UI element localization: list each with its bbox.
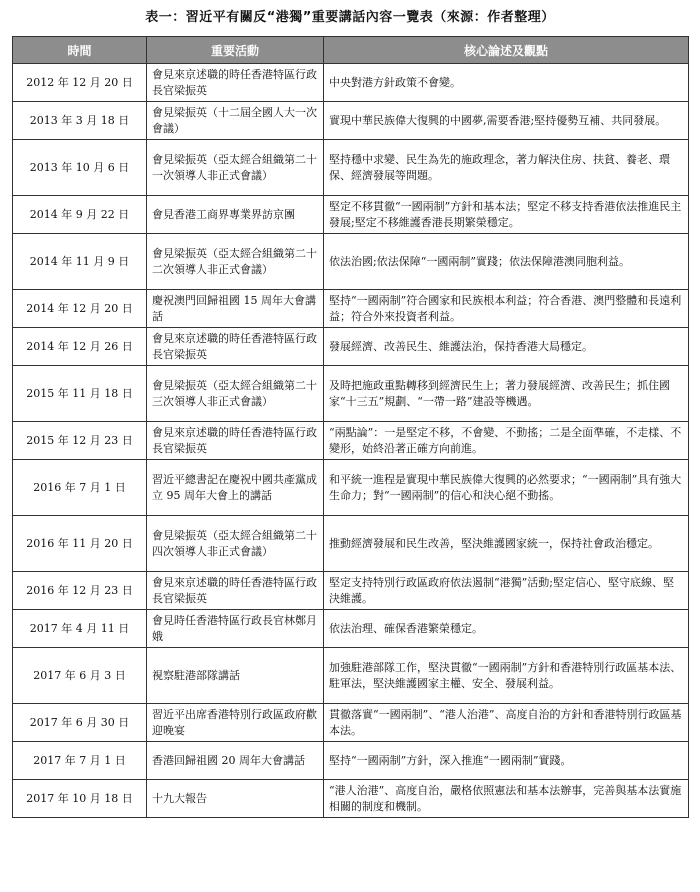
table-row <box>13 460 689 516</box>
row-event: 香港回歸祖國 20 周年大會講話 <box>147 742 324 780</box>
row-date: 2014 年 12 月 26 日 <box>13 328 147 366</box>
table-row <box>13 422 689 460</box>
row-event: 會見來京述職的時任香港特區行政長官梁振英 <box>147 64 324 102</box>
row-date: 2016 年 12 月 23 日 <box>13 572 147 610</box>
row-event: 慶祝澳門回歸祖國 15 周年大會講話 <box>147 290 324 328</box>
table-header-row <box>13 37 689 64</box>
row-date: 2014 年 11 月 9 日 <box>13 234 147 290</box>
table-row <box>13 234 689 290</box>
row-event: 十九大報告 <box>147 780 324 818</box>
table-row <box>13 780 689 818</box>
table-row <box>13 102 689 140</box>
row-date: 2013 年 10 月 6 日 <box>13 140 147 196</box>
row-date: 2012 年 12 月 20 日 <box>13 64 147 102</box>
row-event: 會見梁振英（亞太經合組織第二十三次領導人非正式會議） <box>147 366 324 422</box>
speech-summary-table <box>12 36 689 818</box>
row-point: “港人治港”、高度自治，嚴格依照憲法和基本法辦事，完善與基本法實施相關的制度和機制。 <box>324 780 689 818</box>
row-point: 堅定支持特別行政區政府依法遏制“港獨”活動;堅定信心、堅守底線、堅決維護。 <box>324 572 689 610</box>
row-event: 習近平出席香港特別行政區政府歡迎晚宴 <box>147 704 324 742</box>
table-row <box>13 516 689 572</box>
row-point: 依法治理、確保香港繁榮穩定。 <box>324 610 689 648</box>
table-row <box>13 196 689 234</box>
row-point: 發展經濟、改善民生、維護法治，保持香港大局穩定。 <box>324 328 689 366</box>
row-date: 2015 年 12 月 23 日 <box>13 422 147 460</box>
row-date: 2014 年 12 月 20 日 <box>13 290 147 328</box>
row-point: 及時把施政重點轉移到經濟民生上；著力發展經濟、改善民生；抓住國家“十三五”規劃、“一帶一路”建設等機遇。 <box>324 366 689 422</box>
row-date: 2016 年 11 月 20 日 <box>13 516 147 572</box>
row-date: 2014 年 9 月 22 日 <box>13 196 147 234</box>
header-point: 核心論述及觀點 <box>324 37 689 64</box>
table-row <box>13 140 689 196</box>
table-row <box>13 290 689 328</box>
table-row <box>13 648 689 704</box>
table-row <box>13 742 689 780</box>
row-event: 習近平總書記在慶祝中國共產黨成立 95 周年大會上的講話 <box>147 460 324 516</box>
row-event: 會見來京述職的時任香港特區行政長官梁振英 <box>147 572 324 610</box>
row-point: 和平統一進程是實現中華民族偉大復興的必然要求；“一國兩制”具有強大生命力；對“一國兩制”的信心和決心絕不動搖。 <box>324 460 689 516</box>
row-date: 2017 年 6 月 30 日 <box>13 704 147 742</box>
row-event: 會見香港工商界專業界訪京團 <box>147 196 324 234</box>
row-point: 堅持穩中求變、民生為先的施政理念，著力解決住房、扶貧、養老、環保、經濟發展等問題。 <box>324 140 689 196</box>
row-date: 2017 年 7 月 1 日 <box>13 742 147 780</box>
row-point: 堅定不移貫徹“一國兩制”方針和基本法；堅定不移支持香港依法推進民主發展;堅定不移維護香港長期繁榮穩定。 <box>324 196 689 234</box>
header-event: 重要活動 <box>147 37 324 64</box>
row-date: 2013 年 3 月 18 日 <box>13 102 147 140</box>
row-date: 2017 年 4 月 11 日 <box>13 610 147 648</box>
header-date: 時間 <box>13 37 147 64</box>
row-event: 會見來京述職的時任香港特區行政長官梁振英 <box>147 328 324 366</box>
row-event: 視察駐港部隊講話 <box>147 648 324 704</box>
row-event: 會見梁振英（十二屆全國人大一次會議） <box>147 102 324 140</box>
row-point: 推動經濟發展和民生改善，堅決維護國家統一，保持社會政治穩定。 <box>324 516 689 572</box>
table-row <box>13 366 689 422</box>
row-event: 會見梁振英（亞太經合組織第二十二次領導人非正式會議） <box>147 234 324 290</box>
row-point: 中央對港方針政策不會變。 <box>324 64 689 102</box>
table-row <box>13 64 689 102</box>
row-point: 加強駐港部隊工作，堅決貫徹“一國兩制”方針和香港特別行政區基本法、駐軍法，堅決維護國家主權、安全、發展利益。 <box>324 648 689 704</box>
row-event: 會見來京述職的時任香港特區行政長官梁振英 <box>147 422 324 460</box>
row-point: 堅持“一國兩制”符合國家和民族根本利益；符合香港、澳門整體和長遠利益；符合外來投資者利益。 <box>324 290 689 328</box>
row-date: 2016 年 7 月 1 日 <box>13 460 147 516</box>
row-date: 2017 年 10 月 18 日 <box>13 780 147 818</box>
table-row <box>13 704 689 742</box>
row-event: 會見梁振英（亞太經合組織第二十四次領導人非正式會議） <box>147 516 324 572</box>
table-row <box>13 610 689 648</box>
row-point: “兩點論”：一是堅定不移，不會變、不動搖；二是全面準確，不走樣、不變形，始終沿著正確方向前進。 <box>324 422 689 460</box>
row-event: 會見時任香港特區行政長官林鄭月娥 <box>147 610 324 648</box>
row-point: 貫徹落實“一國兩制”、“港人治港”、高度自治的方針和香港特別行政區基本法。 <box>324 704 689 742</box>
row-event: 會見梁振英（亞太經合組織第二十一次領導人非正式會議） <box>147 140 324 196</box>
table-row <box>13 328 689 366</box>
table-caption: 表一：習近平有關反“港獨”重要講話內容一覽表（來源：作者整理） <box>145 10 555 25</box>
row-point: 堅持“一國兩制”方針，深入推進“一國兩制”實踐。 <box>324 742 689 780</box>
row-date: 2015 年 11 月 18 日 <box>13 366 147 422</box>
row-point: 實現中華民族偉大復興的中國夢,需要香港;堅持優勢互補、共同發展。 <box>324 102 689 140</box>
row-date: 2017 年 6 月 3 日 <box>13 648 147 704</box>
table-row <box>13 572 689 610</box>
row-point: 依法治國;依法保障“一國兩制”實踐；依法保障港澳同胞利益。 <box>324 234 689 290</box>
